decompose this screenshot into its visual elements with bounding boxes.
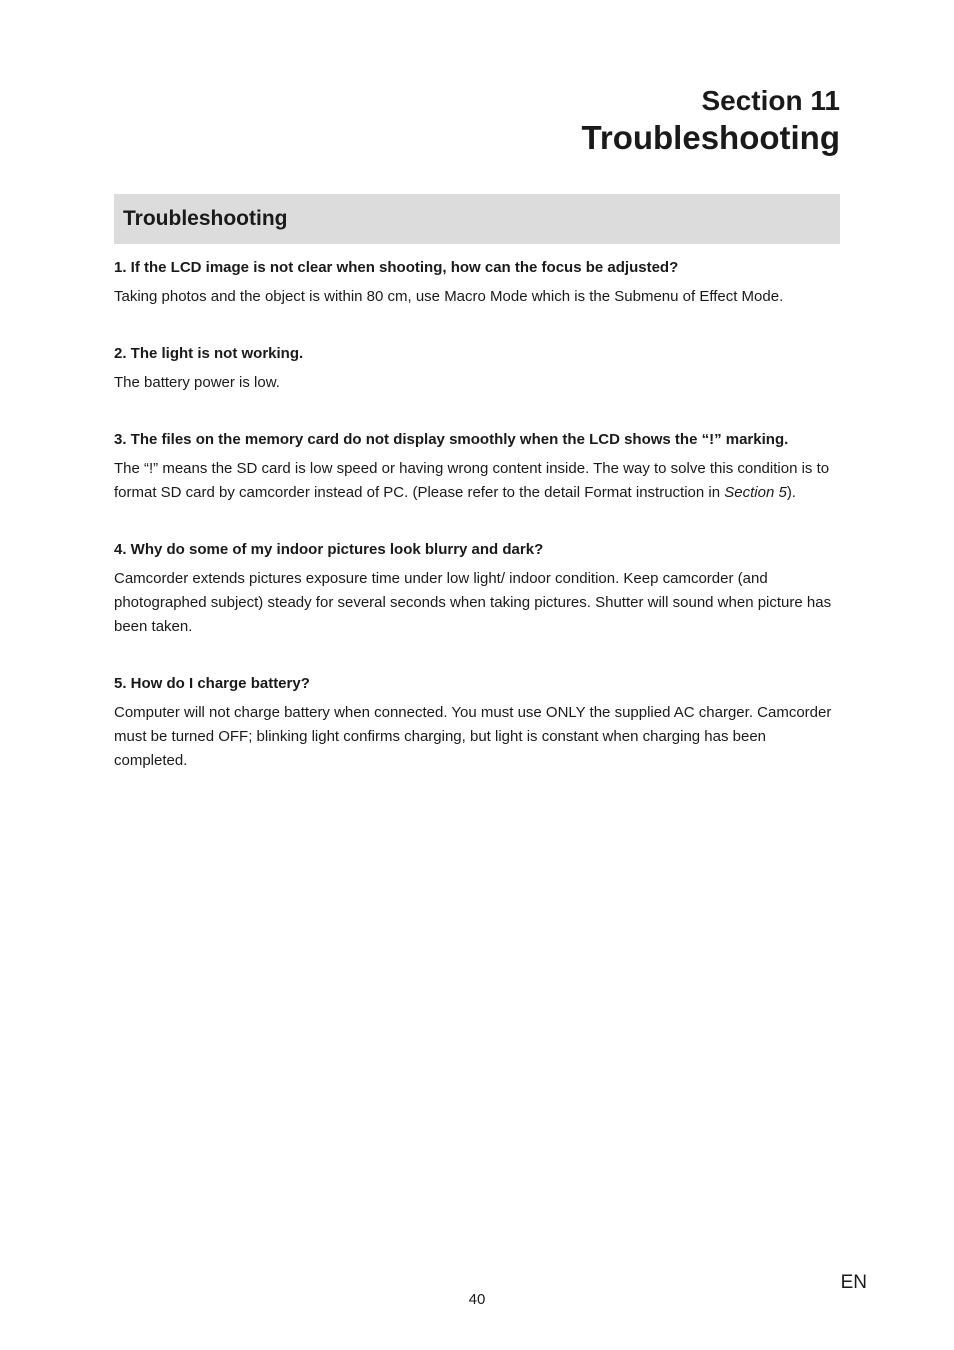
answer-3-text: The “!” means the SD card is low speed or having wrong content inside. The way to solve this condition is to format SD card by camcorder instead of PC. (Please refer to the detail Format instruction in <box>114 460 830 501</box>
page-number: 40 <box>468 1291 486 1308</box>
answer-5: Computer will not charge battery when connected. You must use ONLY the supplied AC charger. Camcorder must be turned OFF; blinking light confirms charging, but light is constant when charging has been completed. <box>114 704 832 769</box>
qa-item-3 <box>114 428 840 505</box>
qa-item-2 <box>114 342 840 395</box>
answer-4: Camcorder extends pictures exposure time under low light/ indoor condition. Keep camcorder (and photographed subject) steady for several seconds when taking pictures. Shutter will sound when picture has been taken. <box>114 570 832 635</box>
section-title: Troubleshooting <box>581 119 840 156</box>
question-2: 2. The light is not working. <box>114 345 304 362</box>
subsection-title: Troubleshooting <box>123 207 288 230</box>
answer-2: The battery power is low. <box>114 374 280 391</box>
section-reference: Section 5 <box>724 484 787 501</box>
subsection-banner <box>114 194 840 244</box>
answer-1: Taking photos and the object is within 80 cm, use Macro Mode which is the Submenu of Effect Mode. <box>114 288 784 305</box>
answer-3 <box>114 457 840 505</box>
question-3: 3. The files on the memory card do not display smoothly when the LCD shows the “!” marking. <box>114 431 789 448</box>
language-tag: EN <box>840 1272 867 1293</box>
troubleshooting-list <box>114 256 840 806</box>
qa-item-1 <box>114 256 840 309</box>
question-4: 4. Why do some of my indoor pictures look blurry and dark? <box>114 541 544 558</box>
section-header <box>582 84 840 158</box>
section-number: Section 11 <box>701 85 840 116</box>
qa-item-5 <box>114 672 840 773</box>
qa-item-4 <box>114 538 840 639</box>
question-5: 5. How do I charge battery? <box>114 675 310 692</box>
answer-3-end: ). <box>786 484 796 501</box>
question-1: 1. If the LCD image is not clear when shooting, how can the focus be adjusted? <box>114 259 679 276</box>
